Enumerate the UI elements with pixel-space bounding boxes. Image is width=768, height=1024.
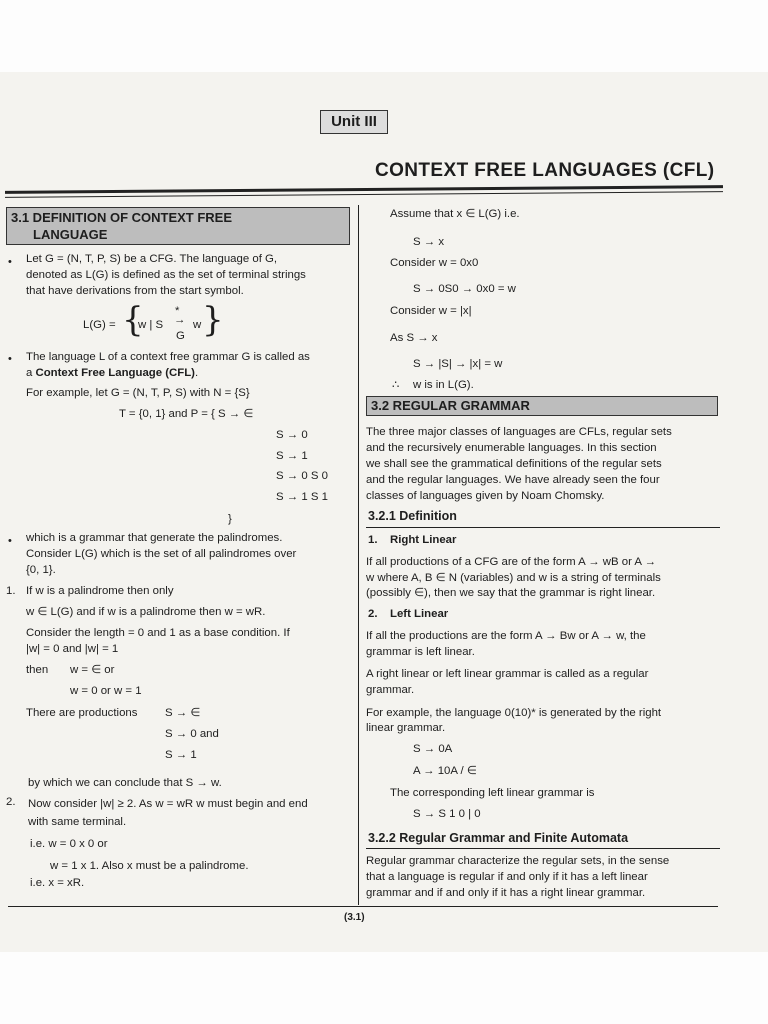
para-cfl-1: The language L of a context free grammar G is called as	[26, 351, 310, 363]
subsection-rule	[366, 527, 720, 528]
lg-w: w	[193, 319, 202, 331]
item-number: 2.	[6, 796, 16, 808]
para-cfl-2: a Context Free Language (CFL).	[26, 367, 199, 379]
left-linear-title: Left Linear	[390, 608, 449, 620]
derivation: As S → x	[390, 332, 438, 344]
para-finite-automata: that a language is regular if and only if it has a left linear	[366, 871, 648, 883]
para-left-linear-example: The corresponding left linear grammar is	[390, 787, 595, 799]
right-line: Assume that x ∈ L(G) i.e.	[390, 208, 520, 220]
right-linear-title: Right Linear	[390, 534, 457, 546]
close-brace: }	[228, 513, 232, 525]
production: S → 1	[276, 450, 308, 462]
subsection-3-2-2: 3.2.2 Regular Grammar and Finite Automata	[368, 831, 629, 845]
para-finite-automata: Regular grammar characterize the regular sets, in the sense	[366, 855, 670, 867]
chapter-title: CONTEXT FREE LANGUAGES (CFL)	[375, 160, 715, 181]
para-regular-grammar: A right linear or left linear grammar is called as a regular	[366, 668, 649, 680]
para-regular-grammar: grammar.	[366, 684, 415, 696]
para-example-lang: For example, the language 0(10)* is generated by the right	[366, 707, 662, 719]
production: S → 0A	[413, 743, 453, 755]
item1-line3: Consider the length = 0 and 1 as a base condition. If	[26, 627, 290, 639]
therefore-symbol: ∴	[392, 379, 400, 391]
para-palindrome-3: {0, 1}.	[26, 564, 56, 576]
item1-line1: If w is a palindrome then only	[26, 585, 174, 597]
production: S → 0 S 0	[276, 470, 328, 482]
production: S → S 1 0 | 0	[413, 808, 481, 820]
para-definition-2: denoted as L(G) is defined as the set of terminal strings	[26, 269, 306, 281]
item1-prod-label: There are productions	[26, 707, 138, 719]
right-line: Consider w = |x|	[390, 305, 472, 317]
lg-arrow: →	[174, 314, 186, 326]
section-3-1-heading: 3.1 DEFINITION OF CONTEXT FREE LANGUAGE	[6, 207, 350, 245]
para-definition-3: that have derivations from the start symbol.	[26, 285, 244, 297]
para-example-lang: linear grammar.	[366, 722, 446, 734]
item1-conclude: by which we can conclude that S → w.	[28, 777, 222, 789]
para-palindrome-2: Consider L(G) which is the set of all palindromes over	[26, 548, 297, 560]
item1-then: then	[26, 664, 49, 676]
footer-rule	[8, 906, 718, 907]
right-line: Consider w = 0x0	[390, 257, 479, 269]
production: S → ∈	[165, 707, 201, 719]
production: S → 0 and	[165, 728, 219, 740]
column-divider	[358, 205, 359, 905]
lg-star: *	[175, 305, 180, 317]
terminals-and-productions: T = {0, 1} and P = { S → ∈	[119, 408, 254, 420]
section-3-2-heading: 3.2 REGULAR GRAMMAR	[366, 396, 718, 416]
page-number: (3.1)	[344, 912, 365, 923]
item1-line2: w ∈ L(G) and if w is a palindrome then w = wR.	[26, 606, 266, 618]
derivation: S → 0S0 → 0x0 = w	[413, 283, 516, 295]
unit-label: Unit III	[320, 110, 388, 134]
bullet: •	[8, 353, 12, 365]
lg-set-w: w | S	[138, 319, 164, 331]
para-regular: and the regular languages. We have already seen the four	[366, 474, 660, 486]
item2-line5: i.e. x = xR.	[30, 877, 85, 889]
left-linear-text: If all the productions are the form A → Bw or A → w, the	[366, 630, 646, 642]
item1-then-eq: w = ∈ or	[70, 664, 115, 676]
bullet: •	[8, 535, 12, 547]
para-regular: The three major classes of languages are CFLs, regular sets	[366, 426, 672, 438]
para-example: For example, let G = (N, T, P, S) with N = {S}	[26, 387, 250, 399]
item2-line1: Now consider |w| ≥ 2. As w = wR w must begin and end	[28, 798, 308, 810]
subsection-rule	[366, 848, 720, 849]
bullet: •	[8, 256, 12, 268]
para-regular: and the recursively enumerable languages. In this section	[366, 442, 657, 454]
right-linear-text: (possibly ∈), then we say that the grammar is right linear.	[366, 587, 656, 599]
item-number: 1.	[6, 585, 16, 597]
production: S → 0	[276, 429, 308, 441]
derivation: S → x	[413, 236, 445, 248]
item2-line2: with same terminal.	[28, 816, 127, 828]
para-definition-1: Let G = (N, T, P, S) be a CFG. The language of G,	[26, 253, 278, 265]
left-linear-text: grammar is left linear.	[366, 646, 475, 658]
para-finite-automata: grammar and if and only if it has a right linear grammar.	[366, 887, 646, 899]
lg-lhs: L(G) =	[83, 319, 116, 331]
right-brace: }	[202, 300, 224, 340]
item1-line4: |w| = 0 and |w| = 1	[26, 643, 119, 655]
right-line: w is in L(G).	[413, 379, 474, 391]
right-linear-text: w where A, B ∈ N (variables) and w is a string of terminals	[366, 572, 661, 584]
item2-line4: w = 1 x 1. Also x must be a palindrome.	[50, 860, 249, 872]
item1-or-eq: w = 0 or w = 1	[70, 685, 142, 697]
production: S → 1 S 1	[276, 491, 328, 503]
item-number: 1.	[368, 534, 378, 546]
para-regular: classes of languages given by Noam Chomsky.	[366, 490, 605, 502]
production: S → 1	[165, 749, 197, 761]
derivation: S → |S| → |x| = w	[413, 358, 503, 370]
lg-g: G	[176, 330, 185, 342]
item2-line3: i.e. w = 0 x 0 or	[30, 838, 108, 850]
left-brace: {	[122, 300, 144, 340]
production: A → 10A / ∈	[413, 765, 477, 777]
item-number: 2.	[368, 608, 378, 620]
subsection-3-2-1: 3.2.1 Definition	[368, 509, 457, 523]
para-palindrome-1: which is a grammar that generate the palindromes.	[26, 532, 283, 544]
right-linear-text: If all productions of a CFG are of the form A → wB or A →	[366, 556, 656, 568]
para-regular: we shall see the grammatical definitions of the regular sets	[366, 458, 662, 470]
